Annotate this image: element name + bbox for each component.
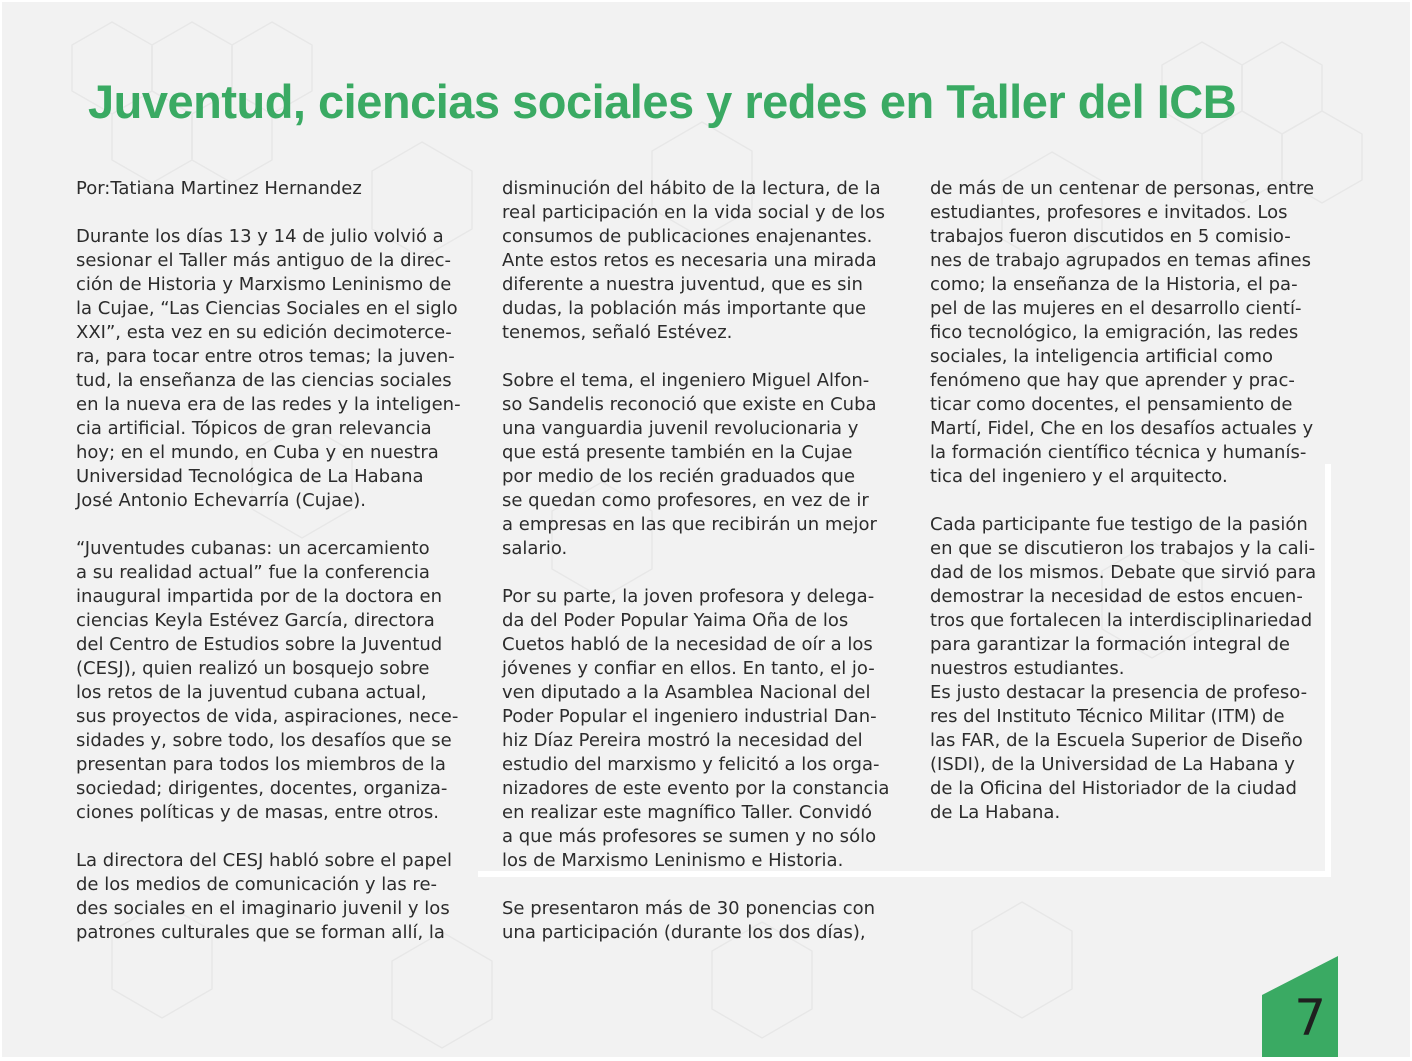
paragraph: Durante los días 13 y 14 de julio volvió a sesionar el Taller más antiguo de la direc- ción de Historia y Marxismo Leninismo de la Cujae, “Las Ciencias Sociales en el siglo XXI”, esta vez en su edición decimoterce- ra, para tocar entre otros temas; la juven- tud, la enseñanza de las ciencias sociales en la nueva era de las redes y la inteligen- cia artificial. Tópicos de gran relevancia hoy; en el mundo, en Cuba y en nuestra Universidad Tecnológica de La Habana José Antonio Echevarría (Cujae). bbox=[76, 226, 461, 511]
paragraph: disminución del hábito de la lectura, de la real participación en la vida social y de los consumos de publicaciones enajenantes. Ante estos retos es necesaria una mirada diferente a nuestra juventud, que es sin dudas, la población más importante que tenemos, señaló Estévez. bbox=[502, 178, 885, 343]
article-title: Juventud, ciencias sociales y redes en Taller del ICB bbox=[88, 75, 1237, 128]
paragraph: Cada participante fue testigo de la pasión en que se discutieron los trabajos y la cali- dad de los mismos. Debate que sirvió para demostrar la necesidad de estos encuen- tros que fortalecen la interdisciplinariedad para garantizar la formación integral de nuestros estudiantes. bbox=[930, 514, 1317, 679]
paragraph: Sobre el tema, el ingeniero Miguel Alfon- so Sandelis reconoció que existe en Cuba una vanguardia juvenil revolucionaria y que está presente también en la Cujae por medio de los recién graduados que se quedan como profesores, en vez de ir a empresas en las que recibirán un mejor salario. bbox=[502, 370, 877, 559]
page-number: 7 bbox=[1294, 989, 1326, 1047]
paragraph: Por su parte, la joven profesora y delega- da del Poder Popular Yaima Oña de los Cuetos habló de la necesidad de oír a los jóvenes y confiar en ellos. En tanto, el jo- ven diputado a la Asamblea Nacional del Poder Popular el ingeniero industrial Dan- hiz Díaz Pereira mostró la necesidad del estudio del marxismo y felicitó a los orga- nizadores de este evento por la constancia en realizar este magnífico Taller. Convidó a que más profesores se sumen y no sólo los de Marxismo Leninismo e Historia. bbox=[502, 586, 890, 871]
paragraph: La directora del CESJ habló sobre el papel de los medios de comunicación y las re- des sociales en el imaginario juvenil y los patrones culturales que se forman allí, la bbox=[76, 850, 452, 943]
paragraph: de más de un centenar de personas, entre estudiantes, profesores e invitados. Los trabajos fueron discutidos en 5 comisio- nes de trabajo agrupados en temas afines como; la enseñanza de la Historia, el pa- pel de las mujeres en el desarrollo cientí- fico tecnológico, la emigración, las redes sociales, la inteligencia artificial como fenómeno que hay que aprender y prac- ticar como docentes, el pensamiento de Martí, Fidel, Che en los desafíos actuales y la formación científico técnica y humanís- tica del ingeniero y el arquitecto. bbox=[930, 178, 1315, 487]
article-page bbox=[2, 2, 1410, 1057]
byline: Por:Tatiana Martinez Hernandez bbox=[76, 178, 362, 199]
column-1 bbox=[76, 177, 482, 945]
paragraph: “Juventudes cubanas: un acercamiento a su realidad actual” fue la conferencia inaugural impartida por de la doctora en ciencias Keyla Estévez García, directora del Centro de Estudios sobre la Juventud (CESJ), quien realizó un bosquejo sobre los retos de la juventud cubana actual, sus proyectos de vida, aspiraciones, nece- sidades y, sobre todo, los desafíos que se presentan para todos los miembros de la sociedad; dirigentes, docentes, organiza- ciones políticas y de masas, entre otros. bbox=[76, 538, 459, 823]
column-3 bbox=[930, 177, 1342, 825]
paragraph: Es justo destacar la presencia de profeso- res del Instituto Técnico Militar (ITM) de las FAR, de la Escuela Superior de Diseño (ISDI), de la Universidad de La Habana y de la Oficina del Historiador de la ciudad de La Habana. bbox=[930, 682, 1308, 823]
paragraph: Se presentaron más de 30 ponencias con una participación (durante los dos días), bbox=[502, 898, 876, 943]
column-2 bbox=[502, 177, 912, 945]
